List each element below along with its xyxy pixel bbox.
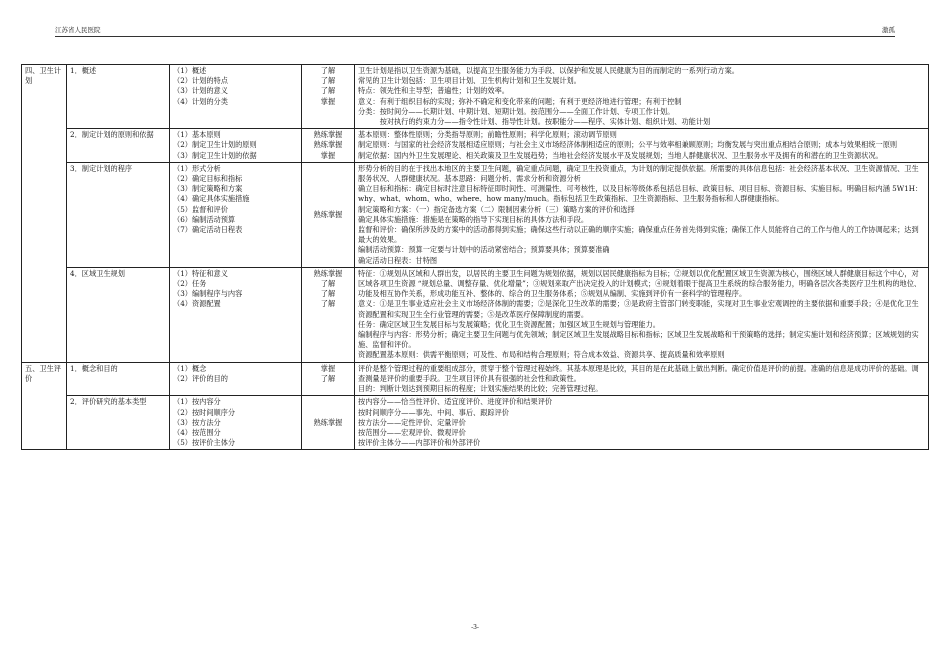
header-hospital-name: 江苏省人民医院: [55, 26, 101, 34]
requirement-level: 熟练掌握: [313, 130, 343, 140]
table-row: [22, 396, 929, 450]
requirement-level: 了解: [320, 66, 336, 75]
content-paragraph: 按时间顺序分——事先、中间、事后、跟踪评价: [358, 407, 509, 417]
topic-cell: 2．评价研究的基本类型: [67, 396, 170, 450]
point-item: （5）监督和评价: [173, 204, 228, 214]
content-paragraph: 按内容分——恰当性评价、适宜度评价、进度评价和结果评价: [358, 397, 553, 407]
content-cell: [355, 162, 929, 267]
point-item: （2）按时间顺序分: [173, 407, 236, 417]
content-paragraph: 常见的卫生计划包括：卫生项目计划、卫生机构计划和卫生发展计划。: [358, 76, 581, 86]
header-right-text: 激孤: [882, 26, 895, 34]
content-cell: [355, 362, 929, 396]
content-paragraph: 特征：①规划从区域和人群出发，以居民的主要卫生问题为规划依据，规划以居民健康指标为目标；②规划以优化配置区域卫生资源为核心，围绕区域人群健康目标这个中心，对区域各项卫生资源 “规划总量、调整存量、优化增量”；③规划来取产出决定投入的计划模式；④规划着眼于提高卫生系统的综合服务能力，明确各层次各类医疗卫生机构的地位、功能及相互协作关系，形成功能互补、整体的、综合的卫生服务体系；⑤规划从编制、实施到评价有一套科学的管理程序。: [358, 268, 922, 299]
content-paragraph: 基本原则：整体性原则；分类指导原则；前瞻性原则；科学化原则；滚动调节原则: [358, 130, 617, 140]
level-cell: [302, 396, 355, 450]
requirement-level: 了解: [320, 279, 336, 289]
content-paragraph: 制定原则：与国家的社会经济发展相适应原则；与社会主义市场经济体制相适应的原则；公平与效率相兼顾原则；均衡发展与突出重点相结合原则；成本与效果相统一原则: [358, 140, 898, 150]
content-paragraph: 确定具体实施措施：措施是在策略的指导下实现目标的具体方法和手段。: [358, 214, 589, 224]
content-paragraph: 意义：有利于组织目标的实现；弥补不确定和变化带来的问题；有利于更经济地进行管理；有利于控制: [358, 96, 682, 106]
point-item: （3）制定策略和方案: [173, 184, 243, 194]
content-paragraph: 形势分析的目的在于找出本地区的主要卫生问题，确定重点问题，确定卫生投资重点，为计划的制定提供依据。所需要的具体信息包括：社会经济基本状况、卫生资源情况、卫生服务状况、人群健康状况。基本思路：问题分析、需求分析和资源分析: [358, 163, 919, 184]
requirement-level: 熟练掌握: [313, 209, 343, 219]
requirement-level: 掌握: [320, 150, 336, 160]
requirement-level: 了解: [320, 289, 336, 299]
requirement-level: 了解: [320, 86, 336, 96]
requirement-level: 了解: [320, 373, 336, 383]
point-item: （4）按范围分: [173, 427, 221, 437]
content-paragraph: 确立目标和指标：确定目标时注意目标特征即时间性、可测量性、可考核性，以及目标等级体系包括总目标、政策目标、项目目标、资源目标、实施目标。明确目标内涵 5W1H：why、what、whom、who、where、how many/much。指标包括卫生政策指标、卫生资源指标、卫生服务指标和人群健康指标。: [358, 184, 923, 204]
point-item: （1）概念: [173, 363, 207, 373]
topic-cell: 4．区域卫生规划: [67, 267, 170, 362]
points-cell: [170, 267, 302, 362]
content-paragraph: 制定依据：国内外卫生发展理论、相关政策及卫生发展趋势；当地社会经济发展水平及发展规划；当地人群健康状况、卫生服务水平及拥有的和潜在的卫生资源状况。: [358, 150, 883, 160]
point-item: （1）基本原则: [173, 130, 221, 140]
content-paragraph: 按范围分——宏观评价、微观评价: [358, 427, 466, 437]
content-paragraph: 意义：①是卫生事业适应社会主义市场经济体制的需要；②是深化卫生改革的需要；③是政府主管部门转变职能，实现对卫生事业宏观调控的主要依据和重要手段；④是优化卫生资源配置和实现卫生全行业管理的需要；⑤是改革医疗保障制度的需要。: [358, 299, 919, 319]
content-cell: [355, 396, 929, 450]
point-item: （1）概述: [173, 66, 207, 75]
page-header: [55, 24, 895, 37]
point-item: （2）制定卫生计划的原则: [173, 140, 257, 150]
level-cell: [302, 267, 355, 362]
table-row: [22, 362, 929, 396]
topic-cell: 2．制定计划的原则和依据: [67, 129, 170, 163]
points-cell: [170, 162, 302, 267]
requirement-level: 了解: [320, 76, 336, 86]
content-paragraph: 按方法分——定性评价、定量评价: [358, 417, 466, 427]
section-title: 四、卫生计划: [22, 65, 67, 363]
points-cell: [170, 362, 302, 396]
requirement-level: 掌握: [320, 363, 336, 373]
content-paragraph: 编制程序与内容：形势分析；确定主要卫生问题与优先领域；制定区域卫生发展战略目标和指标；区域卫生发展战略和干预策略的选择；制定实施计划和经济预算；区域规划的实施、监督和评价。: [358, 330, 919, 350]
requirement-level: 了解: [320, 299, 336, 309]
requirement-level: 熟练掌握: [313, 268, 343, 278]
content-paragraph: 按对执行的约束力分——指令性计划、指导性计划。按职能分——程序、实体计划、组织计划、功能计划: [358, 117, 711, 127]
content-paragraph: 评价是整个管理过程的重要组成部分，贯穿于整个管理过程始终。其基本原理是比较，其目的是在此基础上做出判断。确定价值是评价的前提。准确的信息是成功评价的基础。调查测量是评价的重要手段。卫生项目评价具有很强的社会性和政策性。: [358, 363, 919, 383]
topic-cell: 1．概述: [67, 65, 170, 129]
content-paragraph: 制定策略和方案：（一）指定备选方案（二）限制因素分析（三）策略方案的评价和选择: [358, 204, 635, 214]
content-paragraph: 目的：判断计划达到预期目标的程度；计划实施结果的比较；完善管理过程。: [358, 384, 603, 394]
point-item: （6）编制活动预算: [173, 214, 236, 224]
point-item: （2）任务: [173, 279, 207, 289]
topic-cell: 3．制定计划的程序: [67, 162, 170, 267]
table-row: [22, 129, 929, 163]
points-cell: [170, 396, 302, 450]
content-paragraph: 资源配置基本原则：供需平衡原则；可及性、布局和结构合理原则；符合成本效益、资源共享、提高质量和效率原则: [358, 350, 725, 360]
point-item: （3）编制程序与内容: [173, 289, 243, 299]
level-cell: [302, 162, 355, 267]
content-cell: [355, 129, 929, 163]
point-item: （1）特征和意义: [173, 268, 228, 278]
content-paragraph: 确定活动日程表：甘特图: [358, 255, 438, 265]
point-item: （3）制定卫生计划的依据: [173, 150, 257, 160]
content-paragraph: 按评价主体分——内部评价和外部评价: [358, 438, 481, 448]
point-item: （3）计划的意义: [173, 86, 228, 96]
requirement-level: 熟练掌握: [313, 140, 343, 150]
point-item: （2）评价的目的: [173, 373, 228, 383]
point-item: （4）计划的分类: [173, 96, 228, 106]
point-item: （5）按评价主体分: [173, 438, 236, 448]
topic-cell: 1．概念和目的: [67, 362, 170, 396]
content-paragraph: 监督和评价：确保所涉及的方案中的活动都得到实施；确保这些行动以正确的顺序实施；确保重点任务首先得到实施；确保工作人员能将自己的工作与他人的工作协调起来；达到最大的效果。: [358, 225, 919, 245]
requirement-level: 掌握: [320, 96, 336, 106]
content-cell: [355, 65, 929, 129]
points-cell: [170, 129, 302, 163]
point-item: （4）确定具体实施措施: [173, 194, 250, 204]
point-item: （1）按内容分: [173, 397, 221, 407]
requirement-level: 熟练掌握: [313, 417, 343, 427]
content-paragraph: 分类：按时间分——长期计划、中期计划、短期计划。按范围分——全面工作计划、专项工作计划。: [358, 106, 675, 116]
section-title: 五、卫生评价: [22, 362, 67, 450]
point-item: （2）计划的特点: [173, 76, 228, 86]
point-item: （7）确定活动日程表: [173, 225, 243, 235]
content-paragraph: 特点：领先性和主导型；普遍性；计划的效率。: [358, 86, 509, 96]
level-cell: [302, 129, 355, 163]
page-number: -3-: [471, 624, 479, 631]
points-cell: [170, 65, 302, 129]
content-paragraph: 卫生计划是指以卫生资源为基础，以提高卫生服务能力为手段、以保护和发展人民健康为目的而制定的一系列行动方案。: [358, 66, 739, 75]
content-paragraph: 编制活动预算：预算一定要与计划中的活动紧密结合；预算要具体；预算要准确: [358, 245, 610, 255]
table-row: [22, 267, 929, 362]
level-cell: [302, 362, 355, 396]
content-paragraph: 任务：确定区域卫生发展目标与发展策略；优化卫生资源配置；加强区域卫生规划与管理能力。: [358, 319, 660, 329]
point-item: （4）资源配置: [173, 299, 221, 309]
table-row: [22, 162, 929, 267]
table-row: [22, 65, 929, 129]
point-item: （3）按方法分: [173, 417, 221, 427]
level-cell: [302, 65, 355, 129]
point-item: （2）确定目标和指标: [173, 174, 243, 184]
content-cell: [355, 267, 929, 362]
syllabus-table: [21, 64, 929, 450]
point-item: （1）形式分析: [173, 163, 221, 173]
